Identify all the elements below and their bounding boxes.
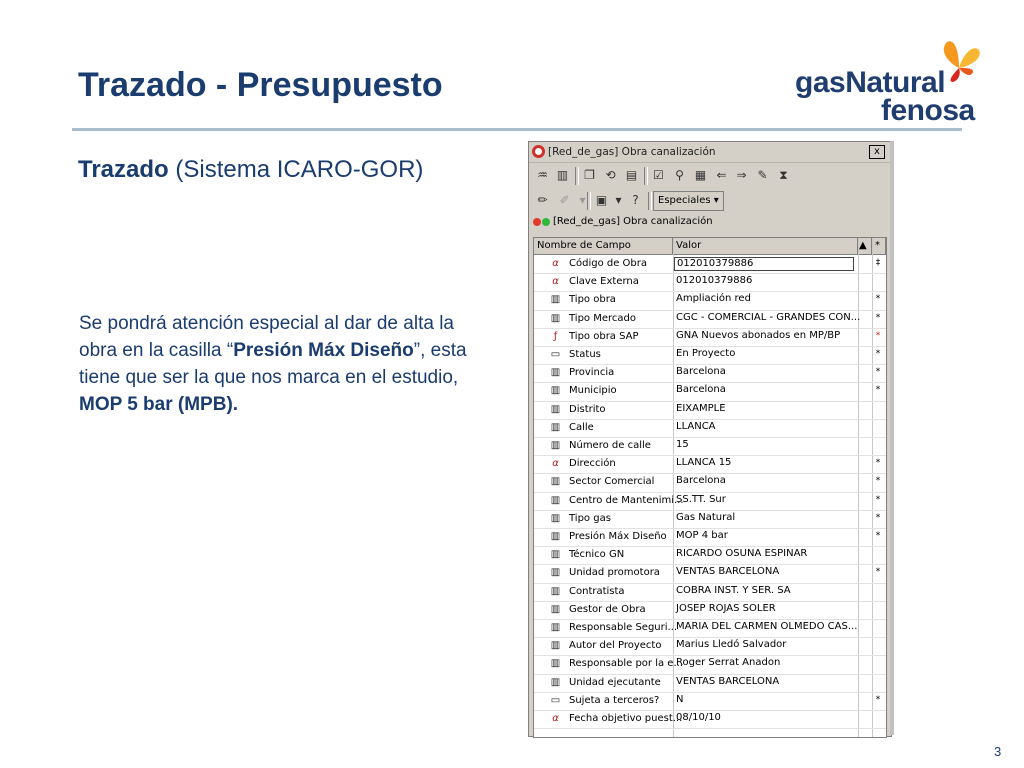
- title-divider: [72, 128, 962, 131]
- toolbar-separator: [644, 167, 648, 185]
- field-value[interactable]: MARIA DEL CARMEN OLMEDO CAS...: [676, 621, 858, 632]
- field-value[interactable]: COBRA INST. Y SER. SA: [676, 584, 791, 596]
- field-name: Código de Obra: [569, 258, 648, 269]
- body-part-2: ”, esta tiene que ser la que nos marca en el estudio,: [79, 340, 467, 388]
- field-value[interactable]: GNA Nuevos abonados en MP/BP: [676, 329, 841, 341]
- field-value[interactable]: MOP 4 bar: [676, 530, 728, 541]
- field-value[interactable]: Barcelona: [676, 384, 726, 396]
- obra-canalizacion-window: [528, 141, 892, 737]
- field-value[interactable]: Ampliación red: [676, 293, 751, 305]
- body-bold-1: Presión Máx Diseño: [233, 340, 414, 361]
- grid-header: [534, 238, 886, 255]
- table-row[interactable]: [534, 710, 886, 729]
- table-row[interactable]: [534, 528, 886, 547]
- lookup-book-icon: ▥: [550, 603, 561, 615]
- lookup-book-icon: ▥: [550, 421, 561, 433]
- field-name: Unidad promotora: [569, 567, 660, 579]
- field-name: Status: [569, 349, 601, 360]
- field-value[interactable]: LLANCA: [676, 420, 716, 432]
- table-row[interactable]: [534, 401, 886, 420]
- status-red-dot-icon: [533, 218, 541, 226]
- field-value[interactable]: Marius Lledó Salvador: [676, 639, 787, 651]
- field-name: Clave Externa: [569, 276, 639, 288]
- field-value[interactable]: 012010379886: [676, 275, 753, 287]
- field-name: Contratista: [569, 585, 625, 597]
- lookup-book-icon: ▥: [550, 549, 561, 561]
- field-value[interactable]: LLANCA 15: [676, 457, 732, 469]
- table-row[interactable]: [534, 273, 886, 292]
- field-value[interactable]: 08/10/10: [676, 712, 721, 723]
- arrow-left-icon[interactable]: ⇐: [716, 168, 727, 182]
- table-row[interactable]: [534, 510, 886, 529]
- chevron-down-icon: ▾: [579, 193, 586, 207]
- lookup-book-icon: ▥: [550, 658, 561, 670]
- chevron-down-icon[interactable]: ▾: [615, 193, 622, 207]
- column-header-required[interactable]: *: [872, 238, 886, 254]
- required-marker: *: [875, 567, 881, 578]
- lookup-book-icon: ▥: [550, 403, 561, 415]
- field-name: Provincia: [569, 367, 615, 379]
- field-value[interactable]: En Proyecto: [676, 348, 736, 359]
- field-name: Unidad ejecutante: [569, 676, 661, 688]
- field-name: Responsable por la e...: [569, 658, 683, 670]
- pencil-icon[interactable]: ✏: [537, 193, 548, 207]
- especiales-label: Especiales: [658, 195, 711, 206]
- field-name: Número de calle: [569, 440, 651, 451]
- field-value[interactable]: VENTAS BARCELONA: [676, 566, 780, 578]
- table-row[interactable]: [534, 492, 886, 511]
- alpha-icon: α: [552, 713, 559, 724]
- table-row[interactable]: [534, 473, 886, 492]
- table-row[interactable]: [534, 655, 886, 674]
- lookup-book-icon: ▥: [550, 676, 561, 688]
- chevron-down-icon: ▾: [713, 195, 719, 206]
- logo-wordmark-line2: fenosa: [881, 94, 975, 127]
- app-icon: [532, 145, 545, 158]
- toolbar-separator: [648, 192, 652, 210]
- find-binoculars-icon[interactable]: ⚲: [675, 168, 684, 182]
- lookup-book-icon: ▥: [550, 567, 561, 579]
- table-row[interactable]: [534, 546, 886, 565]
- background-edge: [890, 141, 894, 735]
- required-marker: *: [875, 512, 881, 523]
- function-icon: ƒ: [553, 330, 558, 342]
- help-icon[interactable]: ?: [632, 193, 639, 207]
- table-row[interactable]: [534, 437, 886, 456]
- body-part-1: Se pondrá atención especial al dar de alta la obra en la casilla “: [79, 313, 454, 361]
- alpha-icon: α: [552, 276, 559, 288]
- page-number: 3: [994, 744, 1002, 759]
- lookup-book-icon: ▥: [550, 531, 561, 542]
- field-value[interactable]: 15: [676, 439, 689, 450]
- table-row[interactable]: [534, 637, 886, 656]
- lookup-book-icon: ▥: [550, 585, 561, 597]
- table-row[interactable]: [534, 419, 886, 438]
- binoculars-icon[interactable]: ♒: [537, 168, 548, 182]
- lookup-book-icon: ▥: [550, 640, 561, 652]
- close-button[interactable]: x: [869, 145, 885, 159]
- field-name: Distrito: [569, 403, 606, 415]
- required-marker: *: [875, 312, 881, 323]
- required-marker: *: [875, 494, 881, 505]
- fields-grid: [533, 237, 887, 738]
- checklist-icon[interactable]: ☑: [653, 168, 664, 182]
- required-marker: ‡: [875, 258, 881, 268]
- field-value[interactable]: Gas Natural: [676, 511, 736, 523]
- subtitle-bold: Trazado: [78, 156, 169, 183]
- pencil-disabled-icon: ✐: [559, 193, 570, 207]
- edit-document-icon[interactable]: ✎: [757, 168, 768, 182]
- document-icon[interactable]: ▣: [595, 193, 608, 207]
- lookup-book-icon: ▥: [550, 494, 561, 506]
- field-name: Sujeta a terceros?: [569, 694, 660, 706]
- text-field-icon: ▭: [550, 349, 561, 360]
- window-title: [Red_de_gas] Obra canalización: [548, 146, 716, 158]
- field-value[interactable]: 012010379886: [674, 257, 854, 271]
- table-row[interactable]: [534, 692, 886, 711]
- table-row[interactable]: [534, 346, 886, 365]
- field-value[interactable]: CGC - COMERCIAL - GRANDES CON...: [676, 311, 861, 323]
- table-row[interactable]: [534, 564, 886, 583]
- hourglass-icon[interactable]: ⧗: [779, 168, 788, 182]
- text-field-icon: ▭: [550, 694, 561, 706]
- gas-natural-fenosa-logo: [795, 38, 995, 128]
- table-row[interactable]: [534, 583, 886, 602]
- required-marker: *: [875, 385, 881, 396]
- window-titlebar[interactable]: [529, 142, 891, 163]
- field-value[interactable]: Barcelona: [676, 475, 726, 487]
- table-row[interactable]: [534, 455, 886, 474]
- book-open-icon[interactable]: ▥: [556, 168, 569, 182]
- required-marker: *: [875, 458, 881, 469]
- required-marker: *: [875, 330, 881, 341]
- section-subtitle: [78, 156, 423, 184]
- table-row[interactable]: [534, 674, 886, 693]
- field-value[interactable]: SS.TT. Sur: [676, 493, 726, 505]
- field-name: Autor del Proyecto: [569, 640, 662, 652]
- body-paragraph: [79, 310, 474, 418]
- field-value[interactable]: VENTAS BARCELONA: [676, 675, 780, 687]
- toolbar-primary: [531, 164, 889, 188]
- lookup-book-icon: ▥: [550, 367, 561, 379]
- field-name: Responsable Seguri...: [569, 622, 678, 633]
- table-row[interactable]: [534, 364, 886, 383]
- field-value[interactable]: Roger Serrat Anadon: [676, 657, 781, 669]
- field-name: Técnico GN: [569, 549, 625, 561]
- field-value[interactable]: N: [676, 693, 684, 705]
- table-row[interactable]: [534, 310, 886, 329]
- document-stack-icon[interactable]: ▤: [625, 168, 638, 182]
- table-row[interactable]: [534, 382, 886, 401]
- arrow-right-icon[interactable]: ⇒: [736, 168, 747, 182]
- document-copy-icon[interactable]: ❐: [584, 168, 595, 182]
- alpha-icon: α: [552, 458, 559, 470]
- slide-title: Trazado - Presupuesto: [78, 66, 443, 104]
- subtitle-rest: (Sistema ICARO-GOR): [168, 156, 424, 183]
- lookup-book-icon: ▥: [550, 385, 561, 397]
- toolbar-separator: [587, 192, 591, 210]
- required-marker: *: [875, 294, 881, 305]
- field-value[interactable]: JOSEP ROJAS SOLER: [676, 602, 776, 614]
- toolbar-separator: [575, 167, 579, 185]
- field-name: Fecha objetivo puest...: [569, 713, 683, 724]
- lookup-book-icon: ▥: [550, 622, 561, 633]
- required-marker: *: [875, 694, 881, 705]
- lookup-book-icon: ▥: [550, 312, 561, 324]
- lookup-book-icon: ▥: [550, 294, 561, 306]
- table-row[interactable]: [534, 328, 886, 347]
- document-refresh-icon[interactable]: ⟲: [605, 168, 616, 182]
- field-name: Dirección: [569, 458, 616, 470]
- field-value[interactable]: EIXAMPLE: [676, 402, 726, 414]
- column-header-name[interactable]: Nombre de Campo: [534, 238, 673, 254]
- lookup-book-icon: ▥: [550, 476, 561, 488]
- body-bold-2: MOP 5 bar (MPB).: [79, 394, 239, 415]
- field-name: Gestor de Obra: [569, 603, 646, 615]
- table-row[interactable]: [534, 291, 886, 310]
- field-name: Tipo obra: [569, 294, 616, 306]
- field-name: Tipo gas: [569, 512, 611, 524]
- required-marker: *: [875, 531, 881, 541]
- field-value[interactable]: Barcelona: [676, 366, 726, 378]
- lookup-book-icon: ▥: [550, 512, 561, 524]
- required-marker: *: [875, 476, 881, 487]
- alpha-icon: α: [552, 258, 559, 269]
- field-name: Centro de Mantenimi...: [569, 494, 684, 506]
- table-row[interactable]: [534, 255, 886, 274]
- column-header-value[interactable]: Valor: [673, 238, 858, 254]
- especiales-dropdown[interactable]: [653, 191, 724, 211]
- field-name: Municipio: [569, 385, 617, 397]
- status-green-dot-icon: [542, 218, 550, 226]
- field-name: Tipo obra SAP: [569, 330, 639, 342]
- field-name: Calle: [569, 421, 594, 433]
- field-name: Sector Comercial: [569, 476, 655, 488]
- column-header-sort[interactable]: ▲: [858, 238, 872, 254]
- logo-wordmark-line1: gasNatural: [795, 66, 946, 99]
- table-row[interactable]: [534, 601, 886, 620]
- toolbar-secondary: [531, 189, 889, 213]
- field-name: Tipo Mercado: [569, 312, 636, 324]
- required-marker: *: [875, 349, 881, 359]
- field-name: Presión Máx Diseño: [569, 531, 667, 542]
- table-row[interactable]: [534, 619, 886, 638]
- path-text: [Red_de_gas] Obra canalización: [553, 216, 713, 227]
- map-icon[interactable]: ▦: [694, 168, 707, 182]
- lookup-book-icon: ▥: [550, 440, 561, 451]
- field-value[interactable]: RICARDO OSUNA ESPINAR: [676, 548, 808, 560]
- required-marker: *: [875, 367, 881, 378]
